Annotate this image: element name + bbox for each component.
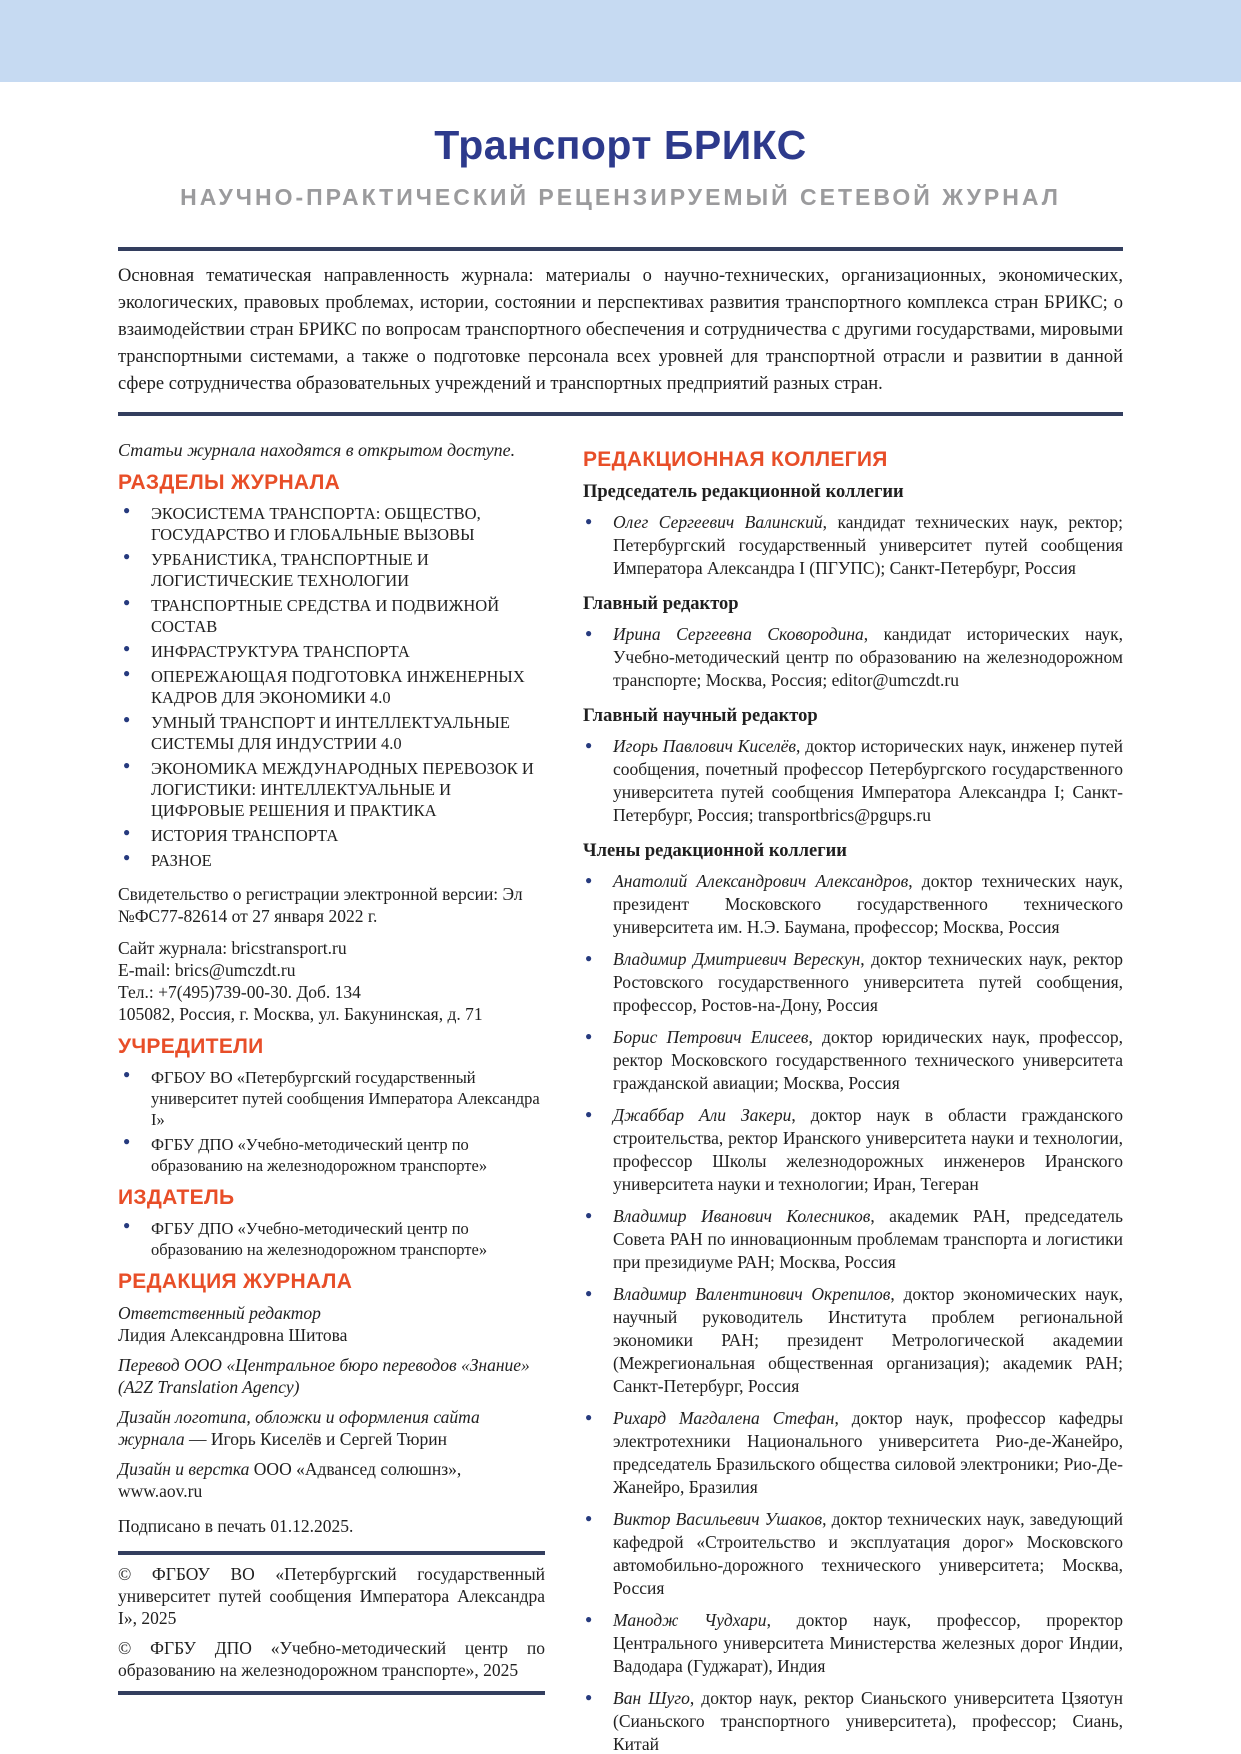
bullet-icon: ● [123, 825, 131, 839]
bullet-icon: ● [123, 503, 131, 517]
bullet-icon: ● [585, 514, 593, 528]
copyright-line: © ФГБОУ ВО «Петербургский государственный университет путей сообщения Императора Александра I», 2025 [118, 1564, 545, 1628]
section-label: ОПЕРЕЖАЮЩАЯ ПОДГОТОВКА ИНЖЕНЕРНЫХ КАДРОВ ДЛЯ ЭКОНОМИКИ 4.0 [151, 667, 525, 707]
bullet-icon: ● [585, 1029, 593, 1043]
publisher-heading: ИЗДАТЕЛЬ [118, 1186, 235, 1209]
journal-scope-paragraph: Основная тематическая направленность журнала: материалы о научно-технических, организационных, экономических, экологических, правовых проблемах, истории, состоянии и перспективах развития транспортного комплекса стран БРИКС; о взаимодействии стран БРИКС по вопросам транспортного обеспечения и сотрудничества с другими государствами, мировыми транспортными системами, а также о подготовке персонала всех уровней для транспортной отрасли и развитии в данной сфере сотрудничества образовательных учреждений и транспортных предприятий разных стран. [118, 266, 1123, 394]
member-desc: , доктор наук, ректор Сианьского университета Цзяотун (Сианьского транспортного университета), профессор; Сиань, Китай [613, 1688, 1123, 1754]
member-name: Рихард Магдалена Стефан [613, 1408, 835, 1428]
founders-heading: УЧРЕДИТЕЛИ [118, 1035, 264, 1058]
bullet-icon: ● [123, 850, 131, 864]
section-label: ИНФРАСТРУКТУРА ТРАНСПОРТА [151, 642, 410, 661]
editorial-board-heading: РЕДАКЦИОННАЯ КОЛЛЕГИЯ [583, 448, 888, 471]
section-list-item [118, 825, 545, 846]
member-desc: , доктор наук, профессор кафедры электротехники Национального университета Рио-де-Жанейро, председатель Бразильского общества силовой электроники; Рио-Де-Жанейро, Бразилия [613, 1408, 1123, 1497]
founder-label: ФГБОУ ВО «Петербургский государственный университет путей сообщения Императора Александра I» [151, 1068, 540, 1129]
journal-subtitle: НАУЧНО-ПРАКТИЧЕСКИЙ РЕЦЕНЗИРУЕМЫЙ СЕТЕВОЙ ЖУРНАЛ [180, 184, 1061, 210]
section-label: ЭКОСИСТЕМА ТРАНСПОРТА: ОБЩЕСТВО, ГОСУДАРСТВО И ГЛОБАЛЬНЫЕ ВЫЗОВЫ [151, 504, 481, 544]
office-role: Дизайн и верстка [118, 1459, 250, 1479]
bullet-icon: ● [585, 626, 593, 640]
bullet-icon: ● [123, 1067, 131, 1081]
bullet-icon: ● [123, 595, 131, 609]
founders-list [118, 1067, 545, 1176]
section-list-item [118, 549, 545, 591]
member-desc: , доктор наук, профессор, проректор Центрального университета Министерства железных дорог Индии, Вадодара (Гуджарат), Индия [613, 1610, 1123, 1676]
member-name: Владимир Дмитриевич Верескун [613, 949, 861, 969]
member-name: Владимир Иванович Колесников [613, 1206, 871, 1226]
publisher-label: ФГБУ ДПО «Учебно-методический центр по образованию на железнодорожном транспорте» [151, 1219, 488, 1259]
section-list-item [118, 758, 545, 821]
section-list-item [118, 641, 545, 662]
journal-title: Транспорт БРИКС [434, 122, 807, 168]
member-desc: , кандидат технических наук, ректор; Петербургский государственный университет путей сообщения Императора Александра I (ПГУПС); Санкт-Петербург, Россия [613, 512, 1123, 578]
address-line: 105082, Россия, г. Москва, ул. Бакунинская, д. 71 [118, 1004, 483, 1024]
founder-item [118, 1067, 545, 1130]
board-member [583, 623, 1123, 692]
member-name: Ирина Сергеевна Сковородина [613, 624, 864, 644]
member-desc: , академик РАН, председатель Совета РАН по инновационным проблемам транспорта и логистики при президиуме РАН; Москва, Россия [613, 1206, 1123, 1272]
member-name: Манодж Чудхари [613, 1610, 767, 1630]
email-line: E-mail: brics@umczdt.ru [118, 960, 296, 980]
member-name: Олег Сергеевич Валинский [613, 512, 823, 532]
member-desc: , доктор юридических наук, профессор, ректор Московского государственного технического университета гражданской авиации; Москва, Россия [613, 1027, 1123, 1093]
member-name: Анатолий Александрович Александров [613, 871, 909, 891]
office-entry-logo-design [118, 1406, 545, 1450]
board-member [583, 1026, 1123, 1095]
section-label: РАЗНОЕ [151, 851, 212, 870]
divider-rule-top [118, 247, 1123, 251]
editorial-office-heading: РЕДАКЦИЯ ЖУРНАЛА [118, 1270, 353, 1293]
office-role: Ответственный редактор [118, 1303, 321, 1323]
bullet-icon: ● [585, 1690, 593, 1704]
office-person: Лидия Александровна Шитова [118, 1325, 348, 1345]
bullet-icon: ● [123, 758, 131, 772]
member-name: Владимир Валентинович Окрепилов [613, 1284, 891, 1304]
open-access-note: Статьи журнала находятся в открытом доступе. [118, 440, 516, 460]
print-date-note: Подписано в печать 01.12.2025. [118, 1516, 354, 1536]
section-label: УРБАНИСТИКА, ТРАНСПОРТНЫЕ И ЛОГИСТИЧЕСКИЕ ТЕХНОЛОГИИ [151, 550, 429, 590]
copyright-rule-top [118, 1551, 545, 1555]
section-list-item [118, 666, 545, 708]
board-member [583, 511, 1123, 580]
registration-note: Свидетельство о регистрации электронной версии: Эл №ФС77-82614 от 27 января 2022 г. [118, 884, 523, 926]
board-group-subheading-members: Члены редакционной коллегии [583, 841, 847, 861]
bullet-icon: ● [123, 666, 131, 680]
contact-block [118, 937, 545, 1025]
board-member [583, 1104, 1123, 1196]
two-column-layout [118, 438, 1123, 1754]
board-member [583, 1687, 1123, 1754]
publisher-list [118, 1218, 545, 1260]
board-member [583, 1205, 1123, 1274]
bullet-icon: ● [585, 1511, 593, 1525]
bullet-icon: ● [585, 873, 593, 887]
board-group-subheading-chief-science-editor: Главный научный редактор [583, 706, 818, 726]
divider-rule-mid [118, 412, 1123, 416]
section-list-item [118, 712, 545, 754]
copyright-line: © ФГБУ ДПО «Учебно-методический центр по образованию на железнодорожном транспорте», 2025 [118, 1638, 545, 1680]
board-member [583, 1508, 1123, 1600]
member-desc: , доктор технических наук, заведующий кафедрой «Строительство и эксплуатация дорог» Московского автомобильно-дорожного технического университета; Москва, Россия [613, 1509, 1124, 1598]
member-name: Игорь Павлович Киселёв [613, 736, 797, 756]
header-band [0, 0, 1241, 82]
board-member [583, 1283, 1123, 1398]
office-role: Дизайн логотипа, обложки и оформления сайта журнала [118, 1407, 480, 1449]
bullet-icon: ● [123, 1134, 131, 1148]
sections-list [118, 503, 545, 871]
office-role: Перевод ООО «Центральное бюро переводов «Знание» (A2Z Translation Agency) [118, 1355, 530, 1397]
bullet-icon: ● [123, 1218, 131, 1232]
bullet-icon: ● [123, 549, 131, 563]
board-member [583, 948, 1123, 1017]
member-name: Ван Шуго [613, 1688, 690, 1708]
member-name: Виктор Васильевич Ушаков [613, 1509, 823, 1529]
board-group-subheading-chief-editor: Главный редактор [583, 594, 739, 614]
founder-label: ФГБУ ДПО «Учебно-методический центр по образованию на железнодорожном транспорте» [151, 1135, 488, 1175]
section-list-item [118, 503, 545, 545]
founder-item [118, 1134, 545, 1176]
bullet-icon: ● [585, 1410, 593, 1424]
member-name: Джаббар Али Закери [613, 1105, 792, 1125]
board-member [583, 1609, 1123, 1678]
office-entry-layout [118, 1458, 545, 1502]
bullet-icon: ● [585, 1107, 593, 1121]
office-person: ООО «Адвансед солюшнз», www.aov.ru [118, 1459, 462, 1501]
bullet-icon: ● [585, 1286, 593, 1300]
bullet-icon: ● [585, 738, 593, 752]
board-member [583, 870, 1123, 939]
member-desc: , доктор исторических наук, инженер путей сообщения, почетный профессор Петербургского государственного университета путей сообщения Императора Александра I; Санкт-Петербург, Россия; transportbrics@pgups.ru [613, 736, 1124, 825]
office-person: — Игорь Киселёв и Сергей Тюрин [184, 1429, 447, 1449]
bullet-icon: ● [123, 712, 131, 726]
bullet-icon: ● [585, 951, 593, 965]
section-label: ИСТОРИЯ ТРАНСПОРТА [151, 826, 339, 845]
left-column [118, 438, 545, 1754]
page-content [118, 247, 1123, 1754]
member-name: Борис Петрович Елисеев [613, 1027, 809, 1047]
office-entry-translation [118, 1354, 545, 1398]
member-desc: , доктор технических наук, ректор Ростовского государственного университета путей сообщения, профессор, Ростов-на-Дону, Россия [613, 949, 1123, 1015]
member-desc: , доктор технических наук, президент Московского государственного технического университета им. Н.Э. Баумана, профессор; Москва, Россия [613, 871, 1123, 937]
bullet-icon: ● [123, 641, 131, 655]
section-label: ТРАНСПОРТНЫЕ СРЕДСТВА И ПОДВИЖНОЙ СОСТАВ [151, 596, 500, 636]
site-line: Сайт журнала: bricstransport.ru [118, 938, 347, 958]
section-label: ЭКОНОМИКА МЕЖДУНАРОДНЫХ ПЕРЕВОЗОК И ЛОГИСТИКИ: ИНТЕЛЛЕКТУАЛЬНЫЕ И ЦИФРОВЫЕ РЕШЕНИЯ И ПРАКТИКА [151, 759, 534, 820]
member-desc: , кандидат исторических наук, Учебно-методический центр по образованию на железнодорожном транспорте; Москва, Россия; editor@umczdt.ru [613, 624, 1123, 690]
section-label: УМНЫЙ ТРАНСПОРТ И ИНТЕЛЛЕКТУАЛЬНЫЕ СИСТЕМЫ ДЛЯ ИНДУСТРИИ 4.0 [151, 713, 510, 753]
publisher-item [118, 1218, 545, 1260]
bullet-icon: ● [585, 1612, 593, 1626]
board-member [583, 1407, 1123, 1499]
right-column [583, 438, 1123, 1754]
member-desc: , доктор наук в области гражданского строительства, ректор Иранского университета науки и технологии, профессор Школы железнодорожных инженеров Иранского университета науки и технологии; Иран, Тегеран [613, 1105, 1123, 1194]
section-list-item [118, 595, 545, 637]
section-list-item [118, 850, 545, 871]
member-desc: , доктор экономических наук, научный руководитель Института проблем региональной экономики РАН; президент Метрологической академии (Межрегиональная общественная организация); академик РАН; Санкт-Петербург, Россия [613, 1284, 1123, 1396]
bullet-icon: ● [585, 1208, 593, 1222]
office-entry-managing-editor [118, 1302, 545, 1346]
phone-line: Тел.: +7(495)739-00-30. Доб. 134 [118, 982, 361, 1002]
copyright-rule-bottom [118, 1691, 545, 1695]
board-group-subheading-chairman: Председатель редакционной коллегии [583, 482, 904, 502]
sections-heading: РАЗДЕЛЫ ЖУРНАЛА [118, 471, 341, 494]
board-member [583, 735, 1123, 827]
